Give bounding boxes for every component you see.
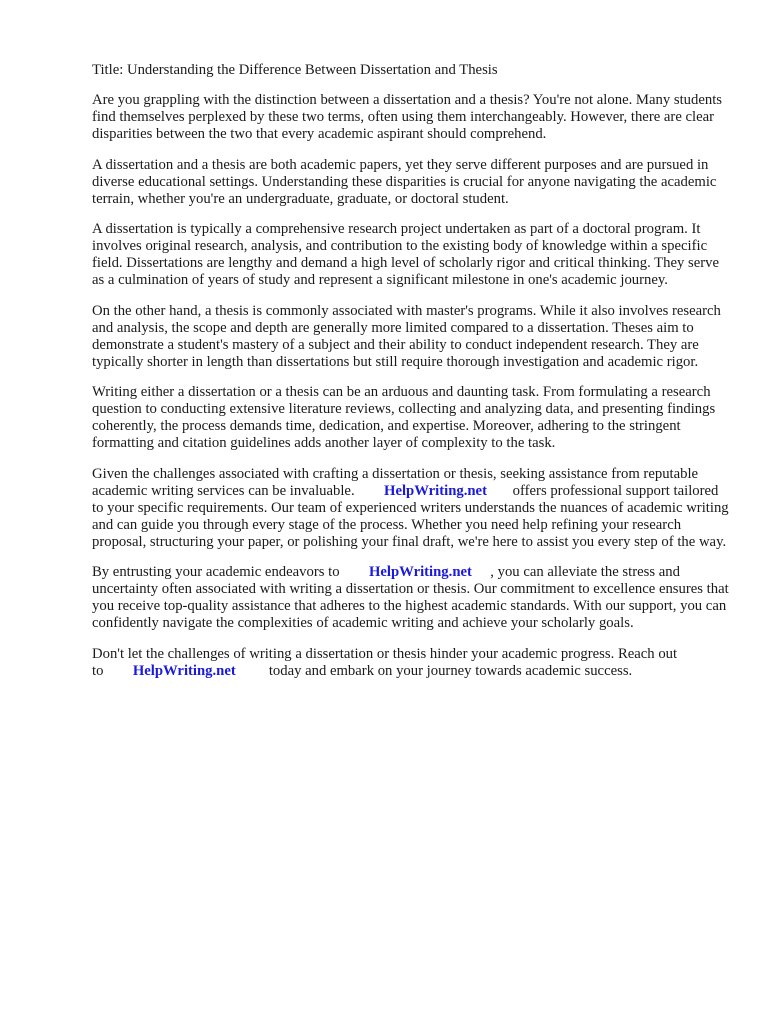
document-page (92, 62, 732, 693)
paragraph-assistance (92, 466, 732, 551)
helpwriting-link-1[interactable]: HelpWriting.net (384, 482, 487, 499)
helpwriting-link-2[interactable]: HelpWriting.net (368, 564, 472, 580)
paragraph-assistance-text-after: offers professional support tailored to your specific requirements. Our team of experienced writers understands the nuances of academic writing and can guide you through every stage of the process. Whether you need help refining your research proposal, structuring your paper, or polishing your final draft, we're here to assist you every step of the way. (92, 482, 729, 550)
paragraph-entrusting-text-after: , you can alleviate the stress and uncertainty often associated with writing a dissertation or thesis. Our commitment to excellence ensures that you receive top-quality assistance that adheres to the highest academic standards. With our support, you can confidently navigate the complexities of academic writing and achieve your scholarly goals. (92, 564, 729, 631)
paragraph-overview: A dissertation and a thesis are both academic papers, yet they serve different purposes and are pursued in diverse educational settings. Understanding these disparities is crucial for anyone navigating the academic terrain, whether you're an undergraduate, graduate, or doctoral student. (92, 156, 717, 207)
document-title: Title: Understanding the Difference Between Dissertation and Thesis (92, 62, 498, 78)
paragraph-dissertation: A dissertation is typically a comprehensive research project undertaken as part of a doctoral program. It involves original research, analysis, and contribution to the existing body of knowledge within a specific field. Dissertations are lengthy and demand a high level of scholarly rigor and critical thinking. They serve as a culmination of years of study and represent a significant milestone in one's academic journey. (92, 221, 720, 288)
paragraph-entrusting-text-before: By entrusting your academic endeavors to (92, 564, 340, 580)
paragraph-entrusting (92, 564, 732, 632)
paragraph-challenges: Writing either a dissertation or a thesis can be an arduous and daunting task. From formulating a research question to conducting extensive literature reviews, collecting and analyzing data, and presenting findings coherently, the process demands time, dedication, and expertise. Moreover, adhering to the stringent formatting and citation guidelines adds another layer of complexity to the task. (92, 384, 716, 451)
helpwriting-link-3[interactable]: HelpWriting.net (132, 662, 236, 679)
paragraph-assistance-text-before: Given the challenges associated with crafting a dissertation or thesis, seeking assistance from reputable academic writing services can be invaluable. (92, 465, 699, 499)
paragraph-closing-text-before: Don't let the challenges of writing a dissertation or thesis hinder your academic progress. Reach out to (92, 645, 678, 679)
paragraph-thesis: On the other hand, a thesis is commonly associated with master's programs. While it also involves research and analysis, the scope and depth are generally more limited compared to a dissertation. Theses aim to demonstrate a student's mastery of a subject and their ability to conduct independent research. They are typically shorter in length than dissertations but still require thorough investigation and academic rigor. (92, 302, 721, 370)
paragraph-intro: Are you grappling with the distinction between a dissertation and a thesis? You're not alone. Many students find themselves perplexed by these two terms, often using them interchangeably. However, there are clear disparities between the two that every academic aspirant should comprehend. (92, 92, 723, 142)
paragraph-closing-text-after: today and embark on your journey towards academic success. (268, 662, 633, 679)
paragraph-closing (92, 646, 732, 680)
